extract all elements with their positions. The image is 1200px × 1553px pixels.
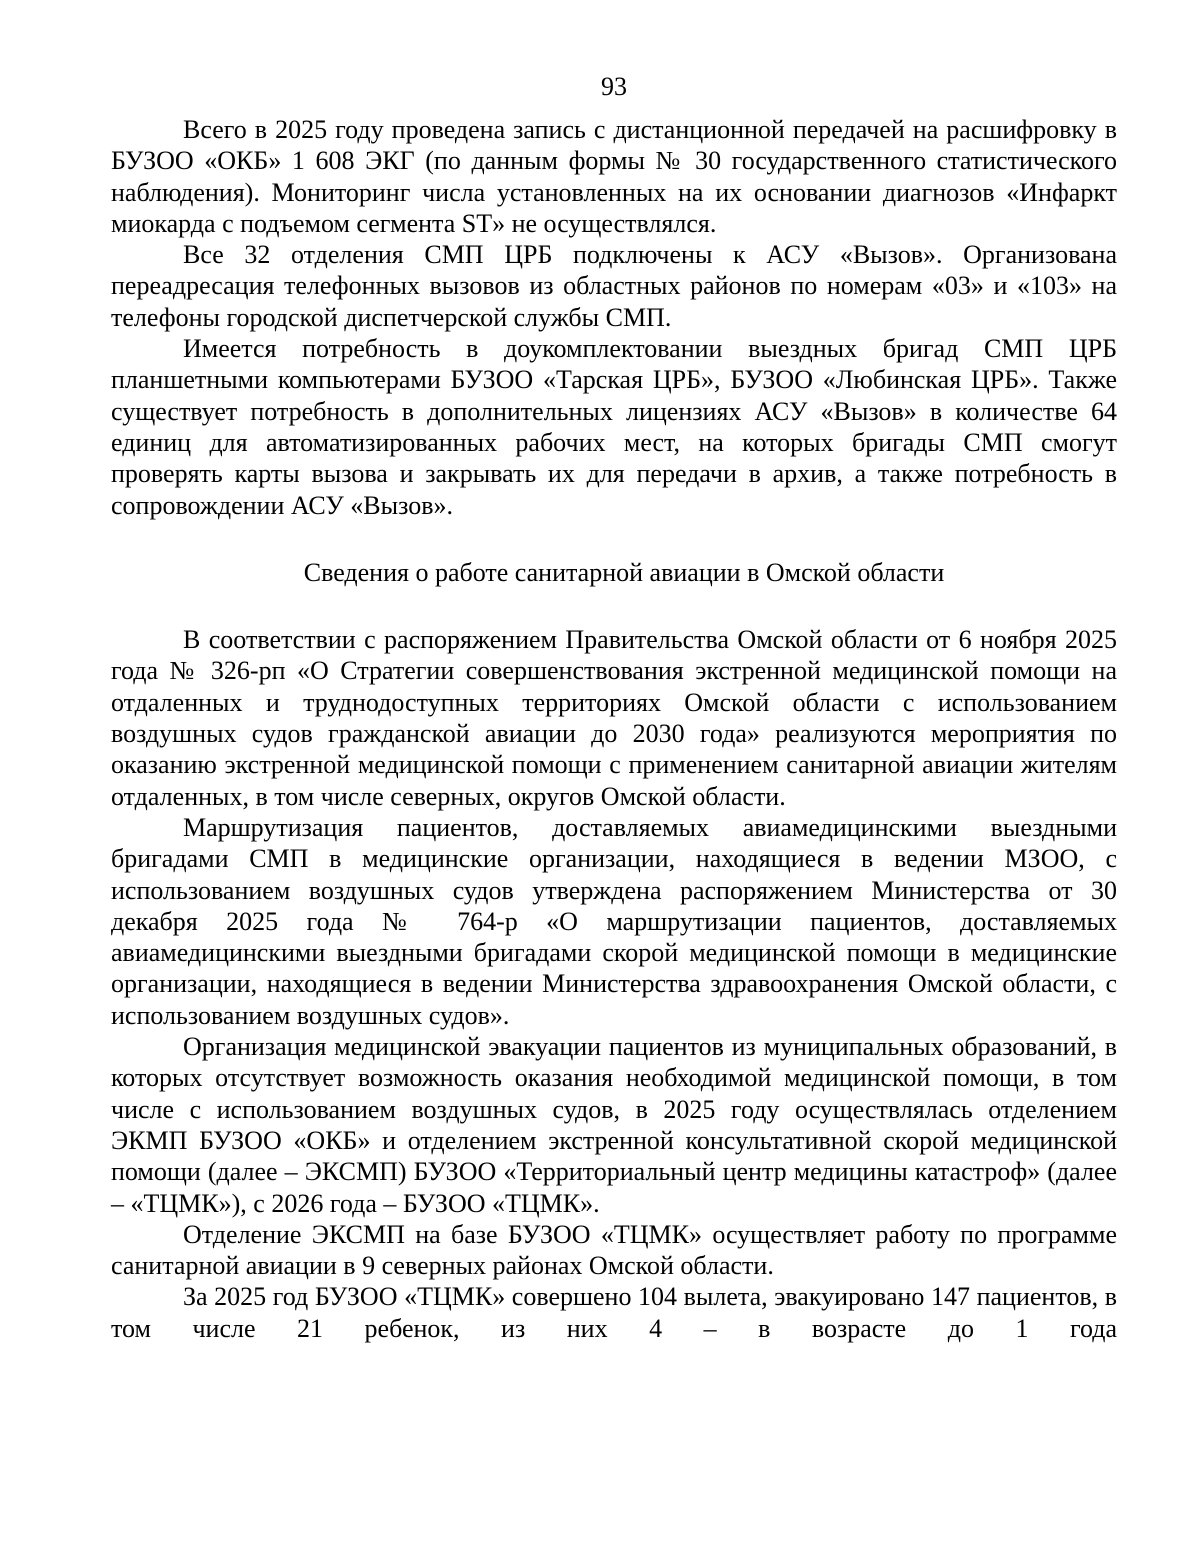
paragraph-equipment-needs: Имеется потребность в доукомплектовании выездных бригад СМП ЦРБ планшетными компьютерами БУЗОО «Тарская ЦРБ», БУЗОО «Любинская ЦРБ». Также существует потребность в дополнительных лицензиях АСУ «Вызов» в количестве 64 единиц для автоматизированных рабочих мест, на которых бригады СМП смогут проверять карты вызова и закрывать их для передачи в архив, а также потребность в сопровождении АСУ «Вызов». [111, 334, 1117, 520]
spacer [111, 588, 1117, 624]
spacer [111, 521, 1117, 557]
page-number: 93 [601, 72, 627, 101]
paragraph-flight-statistics: За 2025 год БУЗОО «ТЦМК» совершено 104 вылета, эвакуировано 147 пациентов, в том числе 21 ребенок, из них 4 – в возрасте до 1 года [111, 1282, 1117, 1343]
paragraph-medical-evacuation: Организация медицинской эвакуации пациентов из муниципальных образований, в которых отсутствует возможность оказания необходимой медицинской помощи, в том числе с использованием воздушных судов, в 2025 году осуществлялась отделением ЭКМП БУЗОО «ОКБ» и отделением экстренной консультативной скорой медицинской помощи (далее – ЭКСМП) БУЗОО «Территориальный центр медицины катастроф» (далее – «ТЦМК»), с 2026 года – БУЗОО «ТЦМК». [111, 1032, 1117, 1218]
paragraph-patient-routing: Маршрутизация пациентов, доставляемых авиамедицинскими выездными бригадами СМП в медицинские организации, находящиеся в ведении МЗОО, с использованием воздушных судов утверждена распоряжением Министерства от 30 декабря 2025 года № 764-р «О маршрутизации пациентов, доставляемых авиамедицинскими выездными бригадами скорой медицинской помощи в медицинские организации, находящиеся в ведении Министерства здравоохранения Омской области, с использованием воздушных судов». [111, 812, 1117, 1030]
paragraph-eksmp-department: Отделение ЭКСМП на базе БУЗОО «ТЦМК» осуществляет работу по программе санитарной авиации в 9 северных районах Омской области. [111, 1219, 1117, 1281]
page-content [111, 114, 1117, 1344]
paragraph-strategy-order: В соответствии с распоряжением Правительства Омской области от 6 ноября 2025 года № 326-рп «О Стратегии совершенствования экстренной медицинской помощи на отдаленных и труднодоступных территориях Омской области с использованием воздушных судов гражданской авиации до 2030 года» реализуются мероприятия по оказанию экстренной медицинской помощи с применением санитарной авиации жителям отдаленных, в том числе северных, округов Омской области. [111, 625, 1117, 811]
section-heading: Сведения о работе санитарной авиации в Омской области [303, 557, 945, 587]
paragraph-asu-connection: Все 32 отделения СМП ЦРБ подключены к АСУ «Вызов». Организована переадресация телефонных вызовов из областных районов по номерам «03» и «103» на телефоны городской диспетчерской службы СМП. [111, 240, 1117, 332]
paragraph-ecg-transmission: Всего в 2025 году проведена запись с дистанционной передачей на расшифровку в БУЗОО «ОКБ» 1 608 ЭКГ (по данным формы № 30 государственного статистического наблюдения). Мониторинг числа установленных на их основании диагнозов «Инфаркт миокарда с подъемом сегмента ST» не осуществлялся. [111, 115, 1117, 238]
